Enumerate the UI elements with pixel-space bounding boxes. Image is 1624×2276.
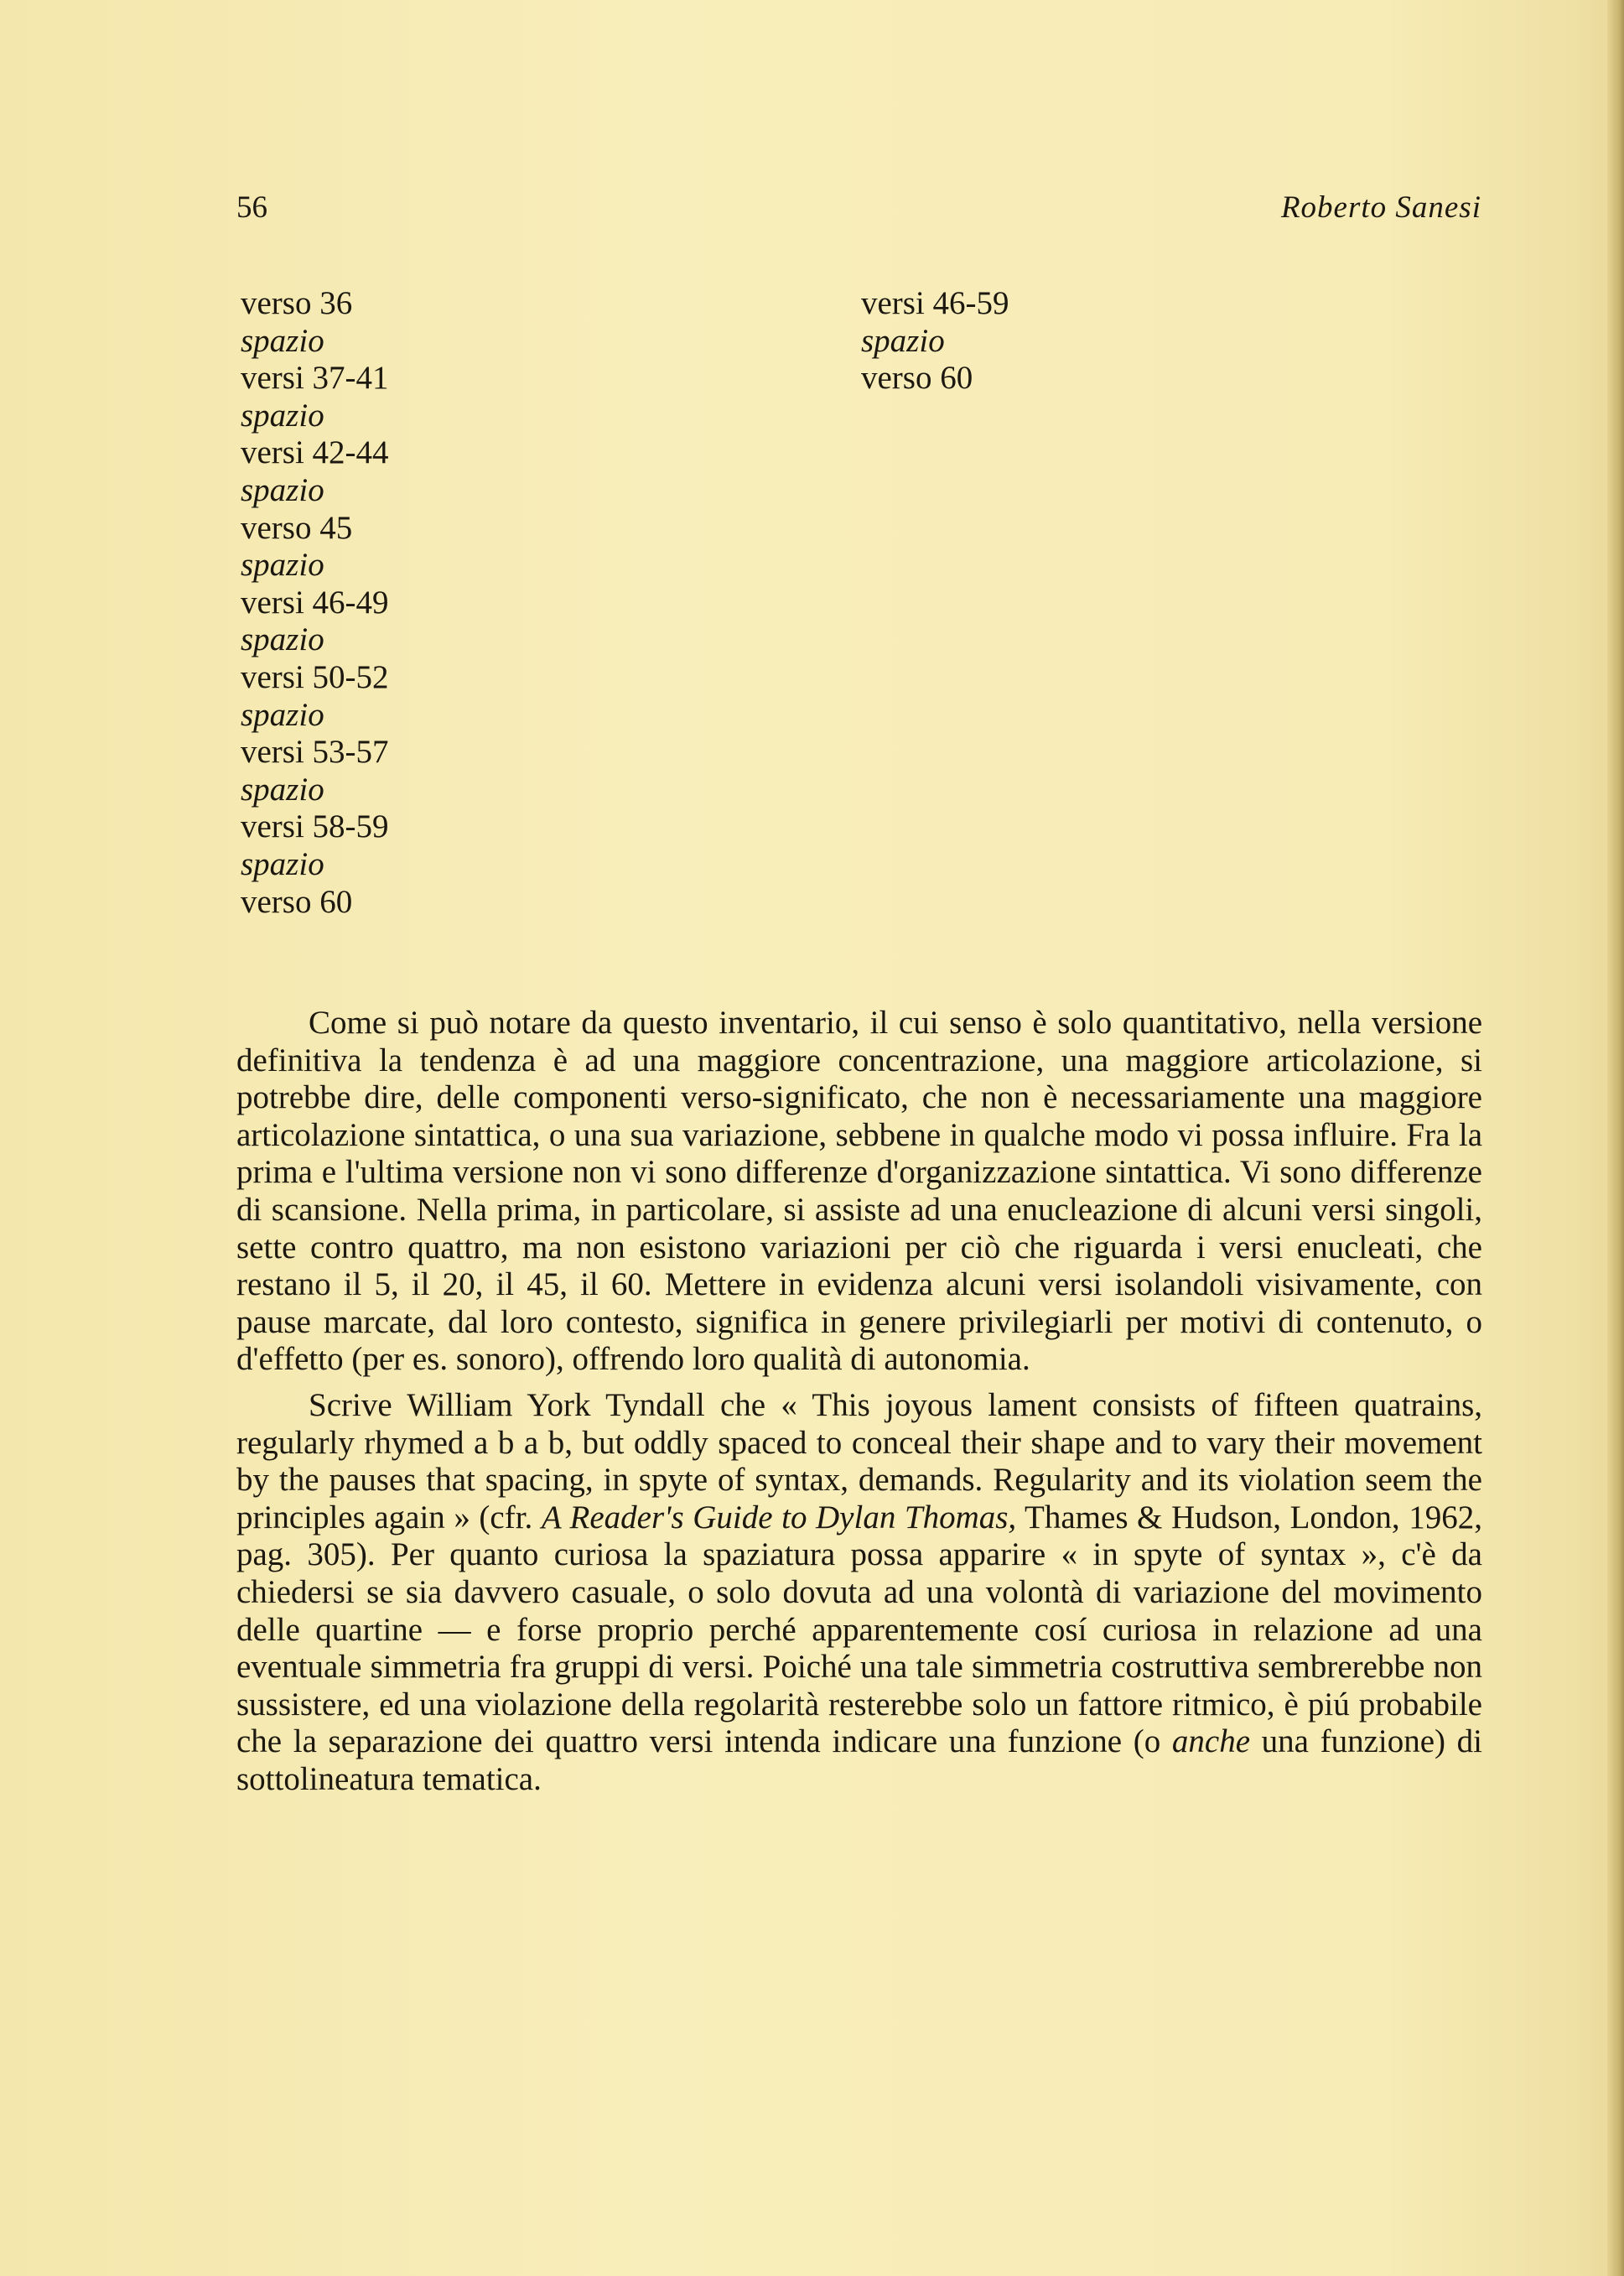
inventory-line: versi 53-57: [241, 734, 389, 771]
inventory-line: versi 46-49: [241, 584, 389, 621]
page-header: [236, 190, 1481, 231]
inventory-line: spazio: [241, 621, 324, 658]
text-run: Come si può notare da questo inventario, il cui senso è solo quantitativo, nella versione definitiva la tendenza è ad una maggiore concentrazione, una maggiore articolazione, si potrebbe dire, delle componenti verso-significato, che non è necessariamente una maggiore articolazione sintattica, o una sua variazione, sebbene in qualche modo vi possa influire. Fra la prima e l'ultima versione non vi sono differenze d'organizzazione sintattica. Vi sono differenze di scansione. Nella prima, in particolare, si assiste ad una enucleazione di alcuni versi singoli, sette contro quattro, ma non esistono variazioni per ciò che riguarda i versi enucleati, che restano il 5, il 20, il 45, il 60. Mettere in evidenza alcuni versi isolandoli visivamente, con pause marcate, dal loro contesto, significa in genere privilegiarli per motivi di contenuto, o d'effetto (per es. sonoro), offrendo loro qualità di autonomia.: [236, 1005, 1482, 1378]
paragraph: [236, 1387, 1482, 1799]
running-head: Roberto Sanesi: [1280, 190, 1481, 225]
paragraph: [236, 1005, 1482, 1379]
inventory-line: spazio: [241, 845, 324, 882]
inventory-line: versi 58-59: [241, 808, 389, 845]
text-run: una funzione) di sottolineatura tematica.: [236, 1723, 1483, 1797]
inventory-line: spazio: [241, 771, 324, 808]
page-edge: [1607, 0, 1624, 2276]
inventory-line: spazio: [241, 397, 324, 434]
inventory-line: spazio: [241, 322, 324, 359]
inventory-line: versi 50-52: [241, 658, 389, 695]
inventory-line: spazio: [241, 696, 324, 733]
inventory-line: versi 37-41: [241, 360, 389, 397]
inventory-line: spazio: [861, 322, 945, 359]
verse-inventory-right-column: [861, 285, 1280, 398]
inventory-line: spazio: [241, 547, 324, 584]
page-number: 56: [236, 190, 267, 225]
italic-text: anche: [1171, 1723, 1251, 1760]
inventory-line: verso 60: [241, 883, 353, 920]
inventory-line: verso 36: [241, 285, 353, 321]
inventory-line: spazio: [241, 471, 324, 508]
text-run: Thames & Hudson, London, 1962, pag. 305). Per quanto curiosa la spaziatura possa apparire « in spyte of syntax », c'è da chiedersi se sia davvero casuale, o solo dovuta ad una volontà di variazione del movimento delle quartine — e forse proprio perché apparentemente cosí curiosa in relazione ad una eventuale simmetria fra gruppi di versi. Poiché una tale simmetria costruttiva sembrerebbe non sussistere, ed una violazione della regolarità resterebbe solo un fattore ritmico, è piú probabile che la separazione dei quattro versi intenda indicare una funzione (o: [236, 1499, 1482, 1760]
inventory-line: versi 46-59: [861, 285, 1009, 321]
text-run: Scrive William York Tyndall che « This joyous lament consists of fifteen quatrains, regularly rhymed a b a b, but oddly spaced to conceal their shape and to vary their movement by the pauses that spacing, in spyte of syntax, demands. Regularity and its violation seem the principles again » (cfr.: [236, 1386, 1482, 1536]
italic-text: A Reader's Guide to Dylan Thomas,: [541, 1499, 1017, 1536]
inventory-line: verso 60: [861, 360, 973, 397]
inventory-line: versi 42-44: [241, 434, 389, 471]
body-text: [236, 1005, 1482, 1798]
inventory-line: verso 45: [241, 509, 353, 546]
verse-inventory-left-column: [241, 285, 660, 921]
